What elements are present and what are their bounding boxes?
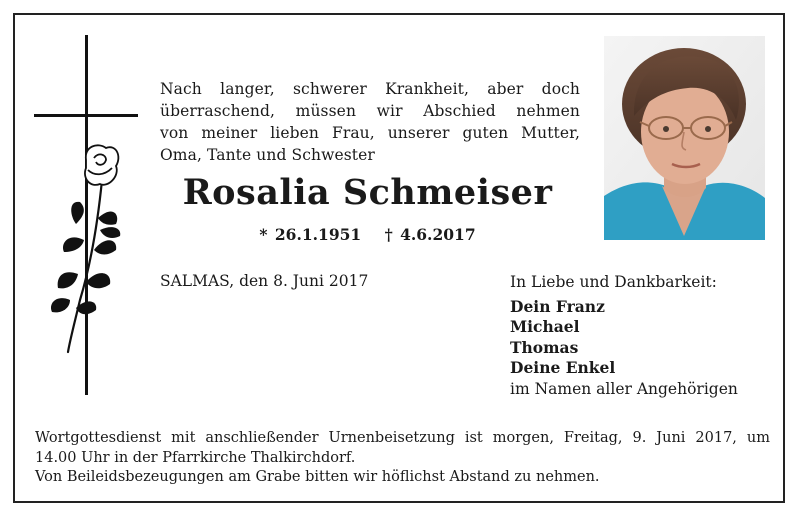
birth-date: * 26.1.1951	[259, 225, 362, 244]
mourners-closing: im Namen aller Angehörigen	[510, 379, 738, 398]
deceased-name: Rosalia Schmeiser	[182, 172, 553, 213]
intro-text	[160, 78, 580, 166]
service-info	[35, 428, 770, 468]
intro-line-4: Oma, Tante und Schwester	[160, 146, 375, 164]
mourners-heading: In Liebe und Dankbarkeit:	[510, 273, 717, 291]
mourner-name: Thomas	[510, 337, 579, 357]
service-line-2: 14.00 Uhr in der Pfarrkirche Thalkirchdorf.	[35, 450, 356, 466]
intro-line-3: von meiner lieben Frau, unserer guten Mutter,	[160, 124, 580, 142]
death-date: † 4.6.2017	[384, 225, 476, 244]
mourner-name: Michael	[510, 317, 580, 336]
service-line-1: Wortgottesdienst mit anschließender Urnenbeisetzung ist morgen, Freitag, 9. Juni 2017, um	[35, 430, 770, 446]
portrait-photo	[604, 36, 765, 240]
condolence-note: Von Beileidsbezeugungen am Grabe bitten wir höflichst Abstand zu nehmen.	[35, 469, 600, 485]
life-dates	[160, 225, 575, 244]
mourner-name: Dein Franz	[510, 296, 605, 316]
mourners-block	[510, 272, 738, 399]
mourner-name: Deine Enkel	[510, 358, 616, 377]
place-date: SALMAS, den 8. Juni 2017	[160, 272, 369, 290]
intro-line-2: überraschend, müssen wir Abschied nehmen	[160, 102, 580, 120]
intro-line-1: Nach langer, schwerer Krankheit, aber doch	[160, 80, 580, 98]
rose-icon	[40, 140, 140, 355]
cross-bar	[34, 114, 138, 117]
